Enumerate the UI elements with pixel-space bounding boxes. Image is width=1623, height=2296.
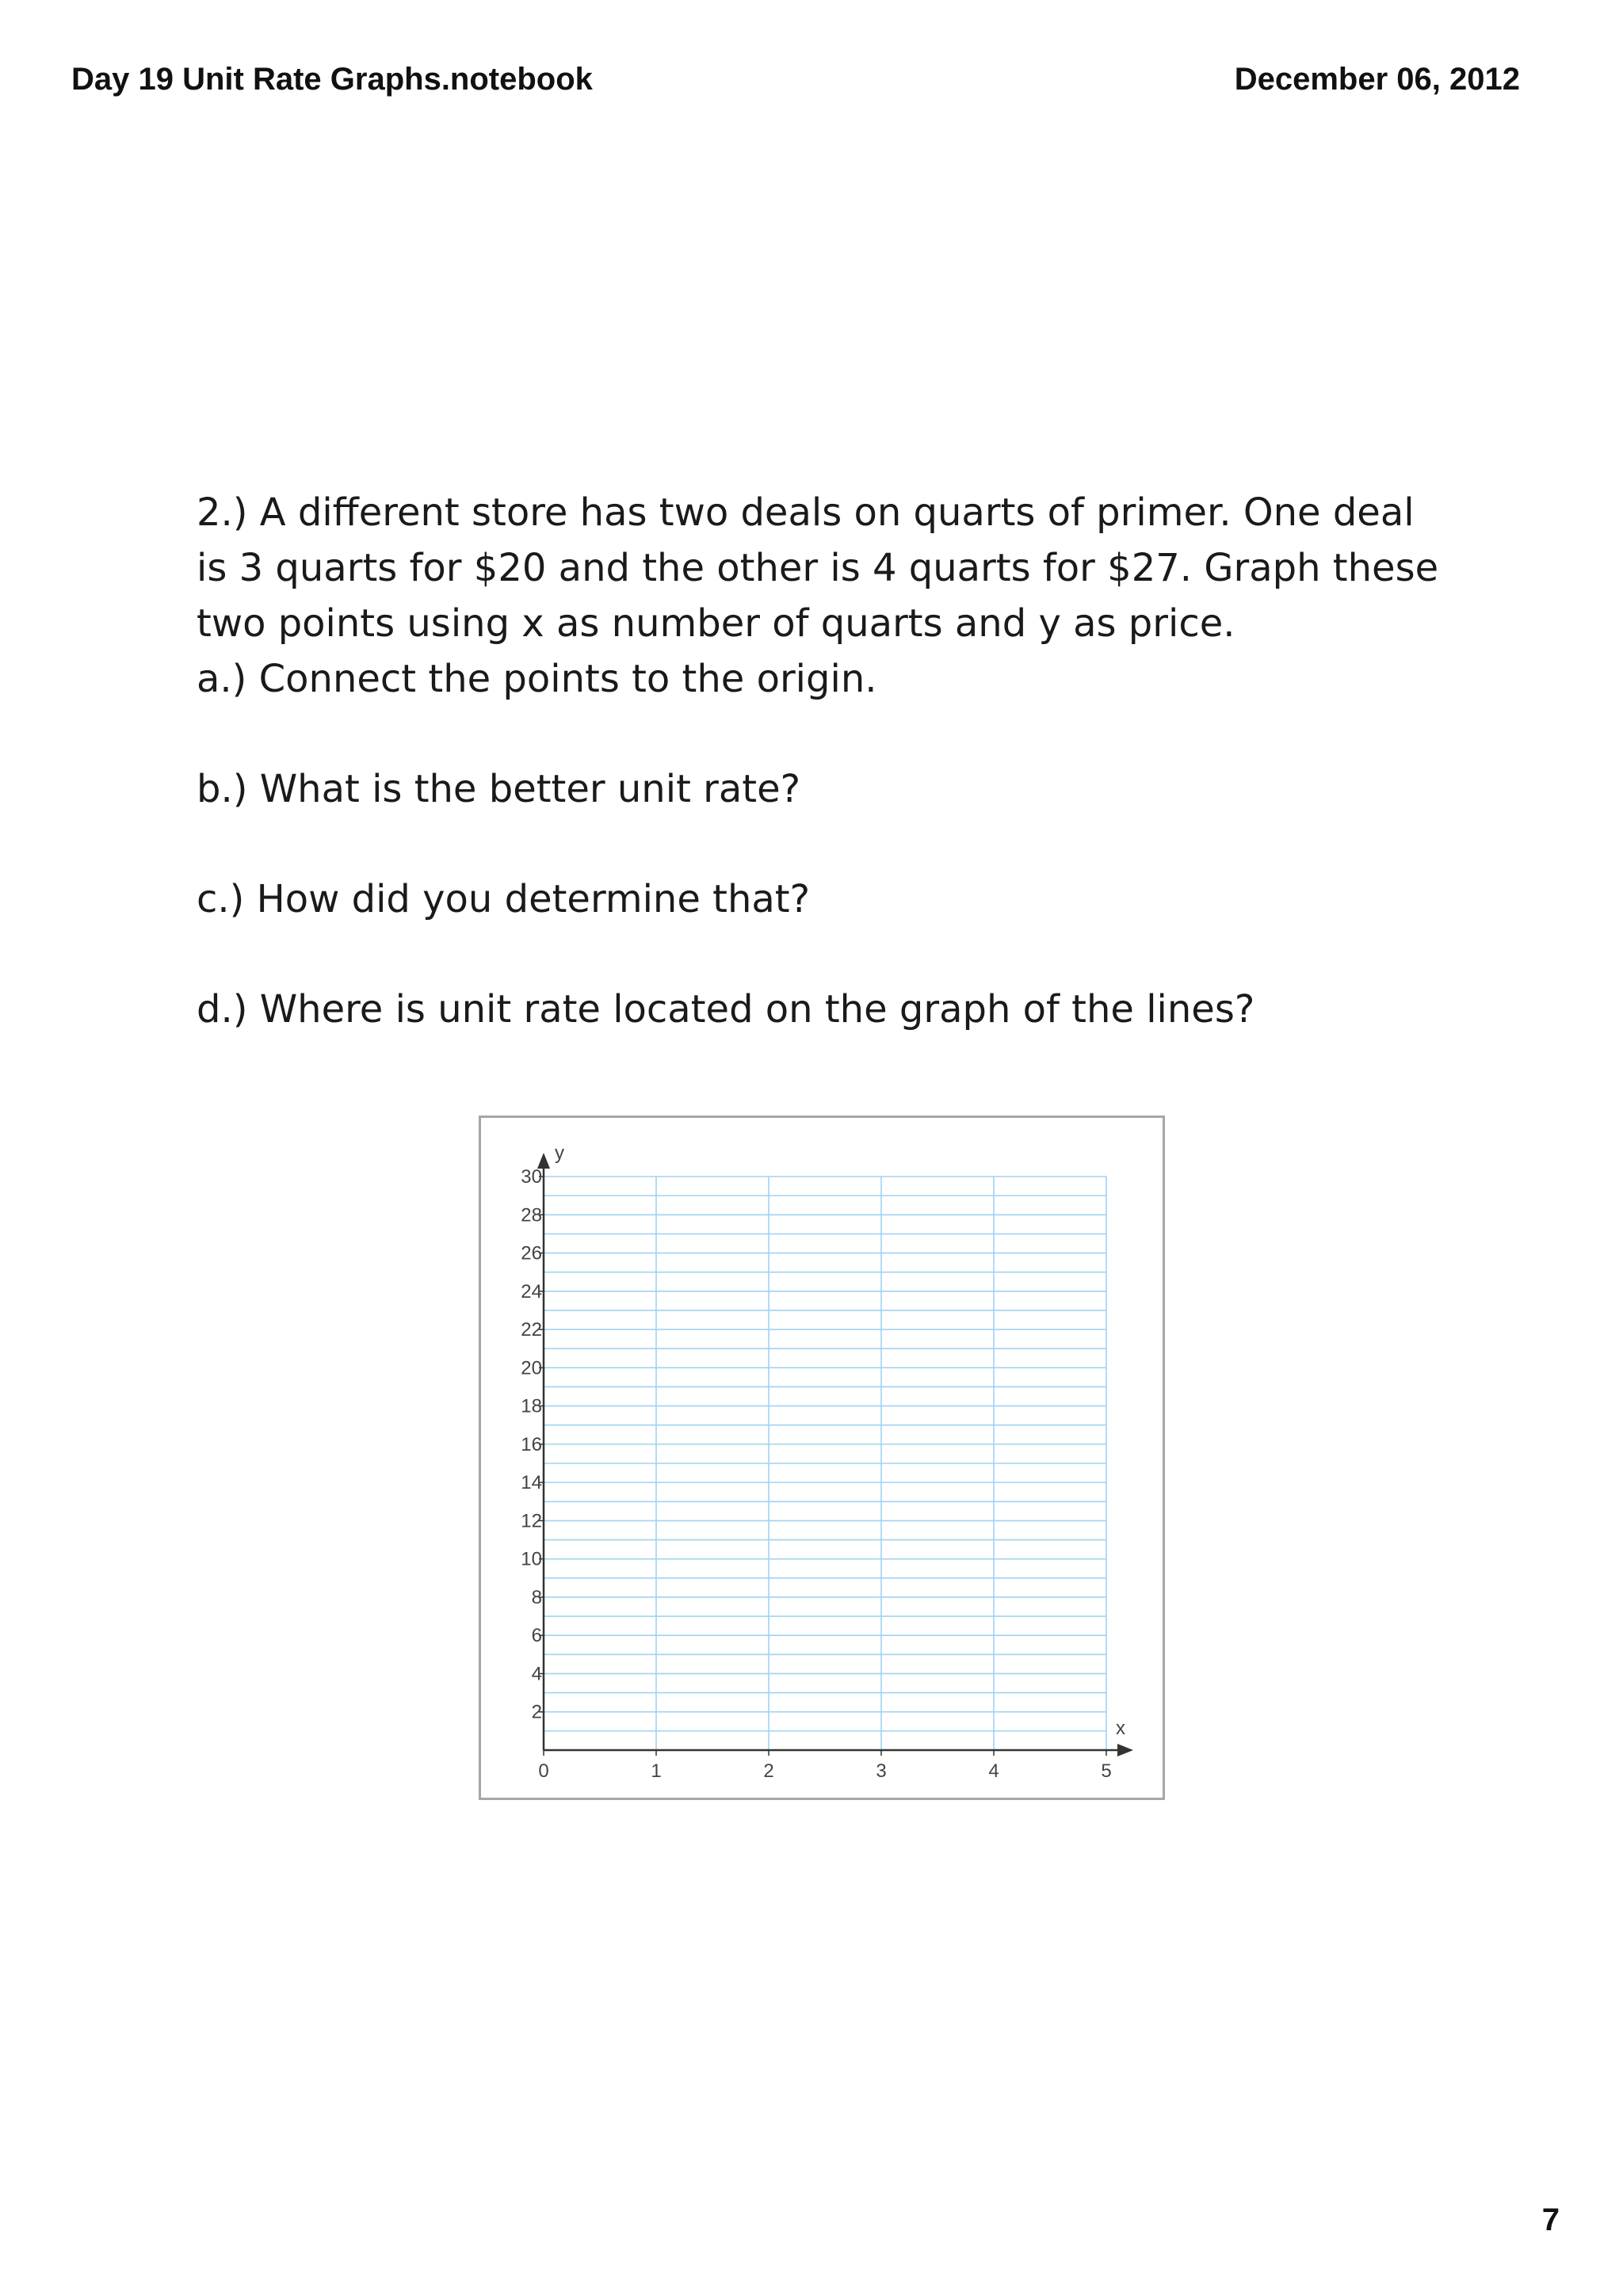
y-tick-label: 2	[531, 1701, 542, 1723]
coordinate-grid	[481, 1118, 1163, 1798]
y-tick-label: 18	[521, 1395, 542, 1417]
y-tick-label: 26	[521, 1242, 542, 1264]
y-tick-label: 30	[521, 1166, 542, 1188]
question-line-3: two points using x as number of quarts and y as price.	[197, 601, 1235, 646]
y-tick-label: 4	[531, 1663, 542, 1685]
part-a: a.) Connect the points to the origin.	[197, 657, 877, 701]
y-tick-label: 6	[531, 1625, 542, 1647]
y-axis-label: y	[555, 1142, 564, 1164]
page-date: December 06, 2012	[1234, 62, 1520, 97]
x-tick-label: 2	[763, 1760, 774, 1782]
y-tick-label: 12	[521, 1510, 542, 1532]
x-tick-label: 1	[651, 1760, 662, 1782]
question-block	[197, 485, 1439, 1037]
y-tick-label: 16	[521, 1433, 542, 1455]
notebook-title: Day 19 Unit Rate Graphs.notebook	[71, 62, 593, 97]
y-tick-label: 22	[521, 1319, 542, 1341]
coordinate-grid-frame	[479, 1116, 1165, 1800]
x-tick-label: 5	[1101, 1760, 1112, 1782]
y-tick-label: 10	[521, 1548, 542, 1570]
y-tick-label: 14	[521, 1472, 542, 1494]
x-tick-label: 3	[876, 1760, 887, 1782]
x-axis-label: x	[1116, 1718, 1125, 1739]
x-tick-label: 4	[988, 1760, 999, 1782]
part-d: d.) Where is unit rate located on the graph of the lines?	[197, 987, 1255, 1032]
x-tick-label: 0	[538, 1760, 549, 1782]
y-tick-label: 8	[531, 1586, 542, 1608]
y-tick-label: 20	[521, 1357, 542, 1379]
question-line-1: 2.) A different store has two deals on quarts of primer. One deal	[197, 490, 1415, 535]
part-c: c.) How did you determine that?	[197, 877, 811, 921]
question-line-2: is 3 quarts for $20 and the other is 4 quarts for $27. Graph these	[197, 546, 1439, 590]
x-axis-arrow-icon	[1117, 1744, 1133, 1756]
y-tick-label: 24	[521, 1280, 542, 1302]
part-b: b.) What is the better unit rate?	[197, 767, 801, 811]
page-number: 7	[1541, 2203, 1560, 2237]
y-tick-label: 28	[521, 1204, 542, 1226]
